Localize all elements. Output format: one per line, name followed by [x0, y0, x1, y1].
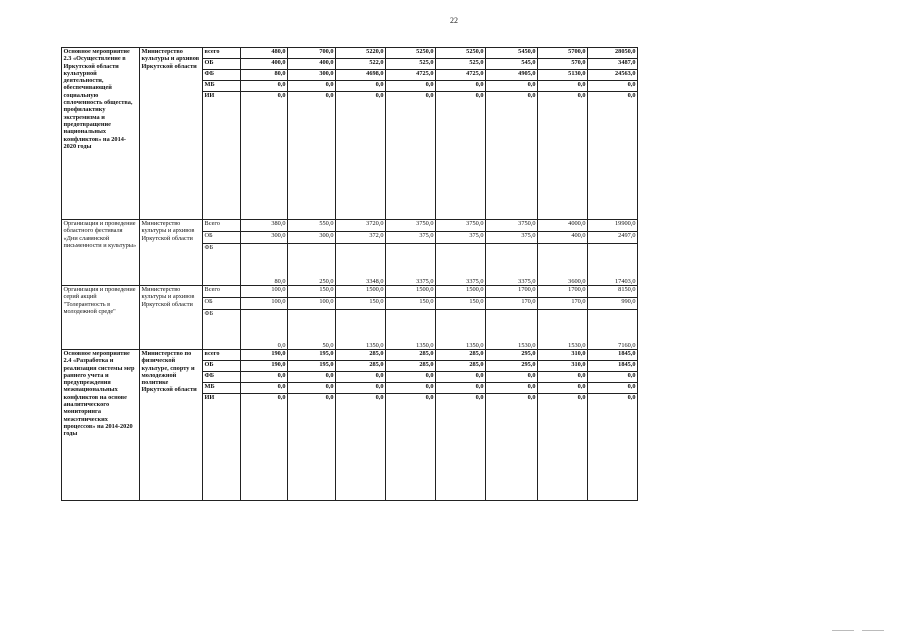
year-value-cell: 1700,0	[538, 286, 588, 298]
year-value-cell: 0,0	[538, 372, 588, 383]
year-value-cell: 380,0	[241, 220, 288, 232]
year-value-cell: 0,0	[386, 81, 436, 92]
measure-name-cell: Основное мероприятие 2.4 «Разработка и реализация системы мер раннего учета и предупреждения межнациональных конфликтов на основе аналитического мониторинга межэтнических процессов» на 2014-2020 годы	[62, 350, 140, 501]
year-value-cell: 4725,0	[436, 70, 486, 81]
year-value-cell: 375,0	[486, 232, 538, 244]
measure-name-cell: Организация и проведение серий акций "Толерантность в молодежной среде"	[62, 286, 140, 350]
year-value-cell: 1500,0	[336, 286, 386, 298]
year-value-cell: 0,0	[436, 383, 486, 394]
table-row	[62, 286, 638, 298]
year-value-cell: 0,0	[336, 372, 386, 383]
total-cell: 990,0	[588, 298, 638, 310]
total-cell: 0,0	[588, 372, 638, 383]
year-value-cell: 0,0	[336, 383, 386, 394]
total-cell: 8150,0	[588, 286, 638, 298]
year-value-cell: 0,0	[241, 81, 288, 92]
year-value-cell: 190,0	[241, 361, 288, 372]
year-value-cell: 372,0	[336, 232, 386, 244]
year-value-cell: 150,0	[336, 298, 386, 310]
year-value-cell: 0,0	[386, 383, 436, 394]
year-value-cell: 0,0	[436, 81, 486, 92]
year-value-cell: 1530,0	[486, 310, 538, 350]
year-value-cell: 4905,0	[486, 70, 538, 81]
year-value-cell: 5220,0	[336, 48, 386, 59]
year-value-cell: 0,0	[486, 383, 538, 394]
year-value-cell: 190,0	[241, 350, 288, 361]
year-value-cell: 100,0	[241, 286, 288, 298]
year-value-cell: 0,0	[486, 372, 538, 383]
funding-source-cell: ОБ	[203, 232, 241, 244]
year-value-cell: 0,0	[336, 81, 386, 92]
responsible-executor-cell: Министерство культуры и архивов Иркутской области	[140, 48, 203, 220]
year-value-cell: 295,0	[486, 361, 538, 372]
year-value-cell: 0,0	[436, 372, 486, 383]
year-value-cell: 250,0	[288, 244, 336, 286]
year-value-cell: 400,0	[241, 59, 288, 70]
year-value-cell: 0,0	[288, 394, 336, 501]
year-value-cell: 195,0	[288, 350, 336, 361]
year-value-cell: 300,0	[241, 232, 288, 244]
funding-source-cell: ФБ	[203, 70, 241, 81]
year-value-cell: 3375,0	[486, 244, 538, 286]
year-value-cell: 400,0	[538, 232, 588, 244]
year-value-cell: 285,0	[336, 350, 386, 361]
program-funding-table	[61, 47, 638, 501]
funding-source-cell: ФБ	[203, 244, 241, 286]
year-value-cell: 150,0	[386, 298, 436, 310]
year-value-cell: 545,0	[486, 59, 538, 70]
year-value-cell: 1500,0	[436, 286, 486, 298]
year-value-cell: 300,0	[288, 232, 336, 244]
year-value-cell: 150,0	[436, 298, 486, 310]
year-value-cell: 80,0	[241, 70, 288, 81]
year-value-cell: 300,0	[288, 70, 336, 81]
year-value-cell: 0,0	[288, 372, 336, 383]
year-value-cell: 285,0	[436, 361, 486, 372]
year-value-cell: 80,0	[241, 244, 288, 286]
table-row	[62, 350, 638, 361]
year-value-cell: 285,0	[386, 361, 436, 372]
total-cell: 0,0	[588, 92, 638, 220]
funding-source-cell: ОБ	[203, 298, 241, 310]
year-value-cell: 1350,0	[336, 310, 386, 350]
year-value-cell: 0,0	[486, 394, 538, 501]
table-row	[62, 220, 638, 232]
year-value-cell: 310,0	[538, 361, 588, 372]
year-value-cell: 1350,0	[436, 310, 486, 350]
year-value-cell: 525,0	[436, 59, 486, 70]
year-value-cell: 0,0	[241, 92, 288, 220]
total-cell: 3487,0	[588, 59, 638, 70]
year-value-cell: 5250,0	[436, 48, 486, 59]
total-cell: 0,0	[588, 81, 638, 92]
year-value-cell: 285,0	[436, 350, 486, 361]
margin-mark	[832, 630, 854, 631]
responsible-executor-cell: Министерство по физической культуре, спорту и молодежной политике Иркутской области	[140, 350, 203, 501]
year-value-cell: 400,0	[288, 59, 336, 70]
funding-source-cell: всего	[203, 350, 241, 361]
year-value-cell: 5450,0	[486, 48, 538, 59]
total-cell: 1845,0	[588, 361, 638, 372]
year-value-cell: 4725,0	[386, 70, 436, 81]
year-value-cell: 3750,0	[486, 220, 538, 232]
year-value-cell: 3375,0	[386, 244, 436, 286]
table-body	[62, 48, 638, 501]
year-value-cell: 0,0	[436, 92, 486, 220]
year-value-cell: 0,0	[386, 92, 436, 220]
funding-source-cell: ИИ	[203, 394, 241, 501]
year-value-cell: 0,0	[538, 81, 588, 92]
year-value-cell: 0,0	[538, 394, 588, 501]
responsible-executor-cell: Министерство культуры и архивов Иркутской области	[140, 286, 203, 350]
year-value-cell: 0,0	[336, 92, 386, 220]
funding-source-cell: Всего	[203, 286, 241, 298]
measure-name-cell: Основное мероприятие 2.3 «Осуществление в Иркутской области культурной деятельности, обеспечивающей социальную сплоченность общества, профилактику экстремизма и предотвращение национальных конфликтов» на 2014-2020 годы	[62, 48, 140, 220]
year-value-cell: 285,0	[386, 350, 436, 361]
funding-source-cell: ОБ	[203, 59, 241, 70]
page-number: 22	[450, 16, 458, 25]
measure-name-cell: Организация и проведение областного фестиваля «Дни славянской письменности и культуры»	[62, 220, 140, 286]
funding-source-cell: ФБ	[203, 310, 241, 350]
year-value-cell: 195,0	[288, 361, 336, 372]
year-value-cell: 5700,0	[538, 48, 588, 59]
year-value-cell: 3750,0	[386, 220, 436, 232]
year-value-cell: 375,0	[386, 232, 436, 244]
year-value-cell: 0,0	[288, 81, 336, 92]
funding-source-cell: МБ	[203, 81, 241, 92]
total-cell: 0,0	[588, 383, 638, 394]
funding-source-cell: ИИ	[203, 92, 241, 220]
table-row	[62, 48, 638, 59]
total-cell: 19900,0	[588, 220, 638, 232]
year-value-cell: 0,0	[241, 310, 288, 350]
year-value-cell: 0,0	[241, 383, 288, 394]
year-value-cell: 170,0	[486, 298, 538, 310]
year-value-cell: 0,0	[538, 383, 588, 394]
year-value-cell: 3375,0	[436, 244, 486, 286]
year-value-cell: 5250,0	[386, 48, 436, 59]
year-value-cell: 375,0	[436, 232, 486, 244]
year-value-cell: 285,0	[336, 361, 386, 372]
year-value-cell: 4000,0	[538, 220, 588, 232]
year-value-cell: 50,0	[288, 310, 336, 350]
year-value-cell: 3600,0	[538, 244, 588, 286]
year-value-cell: 0,0	[336, 394, 386, 501]
funding-source-cell: ФБ	[203, 372, 241, 383]
total-cell: 28050,0	[588, 48, 638, 59]
year-value-cell: 3720,0	[336, 220, 386, 232]
responsible-executor-cell: Министерство культуры и архивов Иркутской области	[140, 220, 203, 286]
total-cell: 24563,0	[588, 70, 638, 81]
total-cell: 17403,0	[588, 244, 638, 286]
year-value-cell: 522,0	[336, 59, 386, 70]
total-cell: 0,0	[588, 394, 638, 501]
year-value-cell: 1350,0	[386, 310, 436, 350]
year-value-cell: 3348,0	[336, 244, 386, 286]
year-value-cell: 4698,0	[336, 70, 386, 81]
funding-source-cell: ОБ	[203, 361, 241, 372]
total-cell: 1845,0	[588, 350, 638, 361]
year-value-cell: 480,0	[241, 48, 288, 59]
year-value-cell: 5130,0	[538, 70, 588, 81]
year-value-cell: 310,0	[538, 350, 588, 361]
total-cell: 7160,0	[588, 310, 638, 350]
total-cell: 2497,0	[588, 232, 638, 244]
funding-source-cell: Всего	[203, 220, 241, 232]
year-value-cell: 570,0	[538, 59, 588, 70]
year-value-cell: 0,0	[436, 394, 486, 501]
year-value-cell: 700,0	[288, 48, 336, 59]
funding-source-cell: МБ	[203, 383, 241, 394]
year-value-cell: 0,0	[386, 372, 436, 383]
year-value-cell: 295,0	[486, 350, 538, 361]
year-value-cell: 3750,0	[436, 220, 486, 232]
year-value-cell: 0,0	[288, 92, 336, 220]
year-value-cell: 1530,0	[538, 310, 588, 350]
year-value-cell: 0,0	[538, 92, 588, 220]
year-value-cell: 100,0	[241, 298, 288, 310]
year-value-cell: 0,0	[486, 81, 538, 92]
year-value-cell: 0,0	[486, 92, 538, 220]
year-value-cell: 0,0	[288, 383, 336, 394]
margin-mark	[862, 630, 884, 631]
year-value-cell: 0,0	[241, 394, 288, 501]
year-value-cell: 0,0	[386, 394, 436, 501]
year-value-cell: 150,0	[288, 286, 336, 298]
funding-source-cell: всего	[203, 48, 241, 59]
year-value-cell: 1700,0	[486, 286, 538, 298]
year-value-cell: 100,0	[288, 298, 336, 310]
year-value-cell: 550,0	[288, 220, 336, 232]
year-value-cell: 0,0	[241, 372, 288, 383]
year-value-cell: 1500,0	[386, 286, 436, 298]
year-value-cell: 525,0	[386, 59, 436, 70]
year-value-cell: 170,0	[538, 298, 588, 310]
